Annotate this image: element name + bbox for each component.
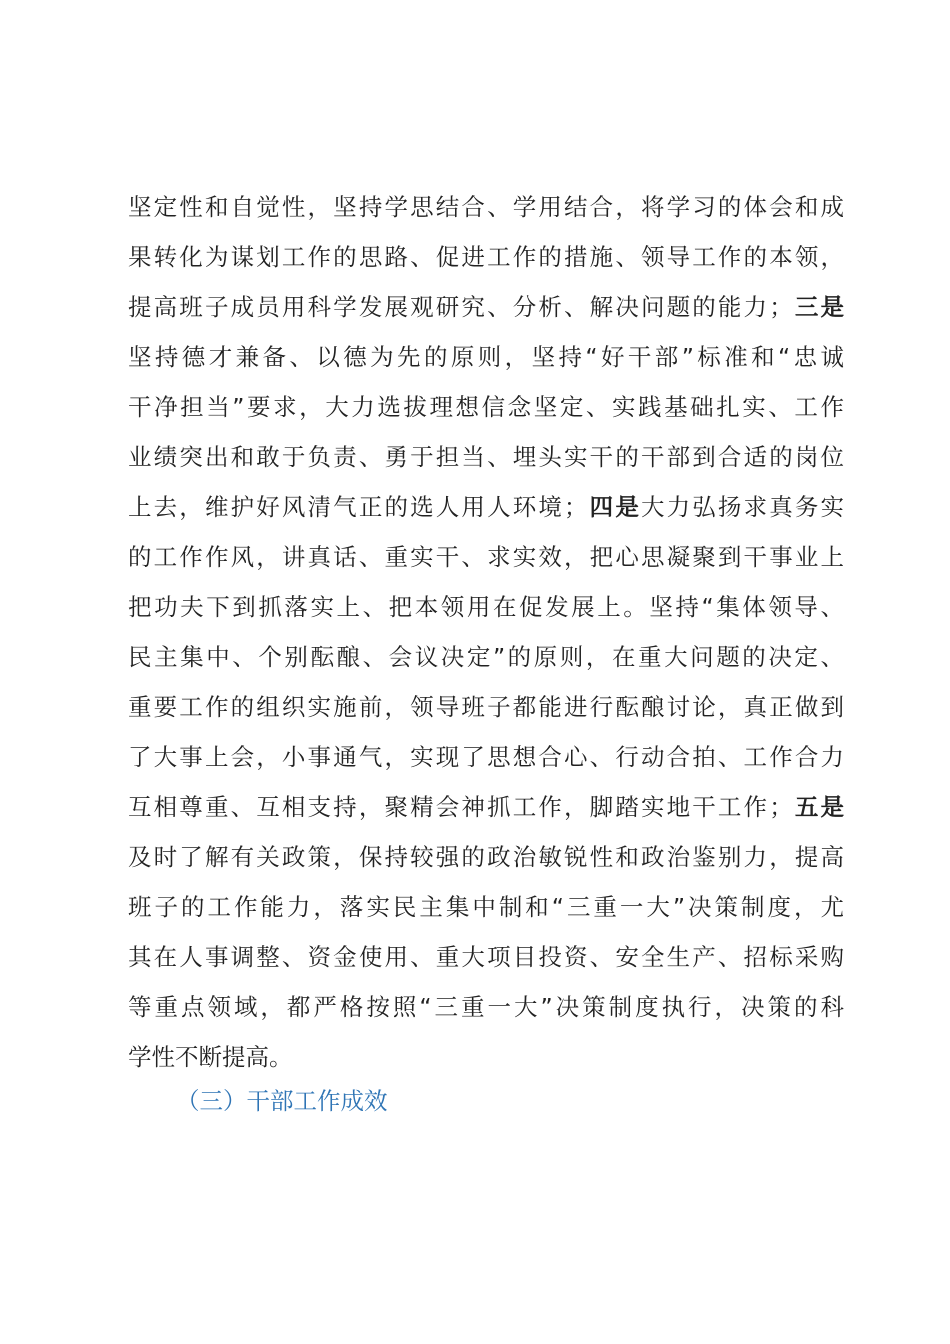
text-line: 等重点领域，都严格按照“三重一大”决策制度执行，决策的科 <box>128 993 844 1021</box>
bold-marker: 四是 <box>587 493 641 521</box>
section-heading: （三）干部工作成效 <box>176 1087 388 1115</box>
text-line: 重要工作的组织实施前，领导班子都能进行酝酿讨论，真正做到 <box>128 693 844 721</box>
text-line: 班子的工作能力，落实民主集中制和“三重一大”决策制度，尤 <box>128 893 844 921</box>
text-line: 学性不断提高。 <box>128 1043 293 1071</box>
text-line: 互相尊重、互相支持，聚精会神抓工作，脚踏实地干工作；五是 <box>128 793 844 821</box>
text-line: 干净担当”要求，大力选拔理想信念坚定、实践基础扎实、工作 <box>128 393 844 421</box>
text-line: 上去，维护好风清气正的选人用人环境；四是大力弘扬求真务实 <box>128 493 845 521</box>
text-line: 其在人事调整、资金使用、重大项目投资、安全生产、招标采购 <box>128 943 844 971</box>
text-line: 及时了解有关政策，保持较强的政治敏锐性和政治鉴别力，提高 <box>128 843 844 871</box>
body-paragraph <box>128 182 844 1082</box>
bold-marker: 三是 <box>792 293 844 321</box>
text-line: 民主集中、个别酝酿、会议决定”的原则，在重大问题的决定、 <box>128 643 844 671</box>
text-line: 的工作作风，讲真话、重实干、求实效，把心思凝聚到干事业上 <box>128 543 844 571</box>
text-line: 坚持德才兼备、以德为先的原则，坚持“好干部”标准和“忠诚 <box>128 343 844 371</box>
text-line: 提高班子成员用科学发展观研究、分析、解决问题的能力；三是 <box>128 293 844 321</box>
text-line: 果转化为谋划工作的思路、促进工作的措施、领导工作的本领， <box>128 243 844 271</box>
bold-marker: 五是 <box>792 793 844 821</box>
text-line: 坚定性和自觉性，坚持学思结合、学用结合，将学习的体会和成 <box>128 193 844 221</box>
text-line: 业绩突出和敢于负责、勇于担当、埋头实干的干部到合适的岗位 <box>128 443 844 471</box>
text-line: 把功夫下到抓落实上、把本领用在促发展上。坚持“集体领导、 <box>128 593 844 621</box>
text-line: 了大事上会，小事通气，实现了思想合心、行动合拍、工作合力 <box>128 743 844 771</box>
